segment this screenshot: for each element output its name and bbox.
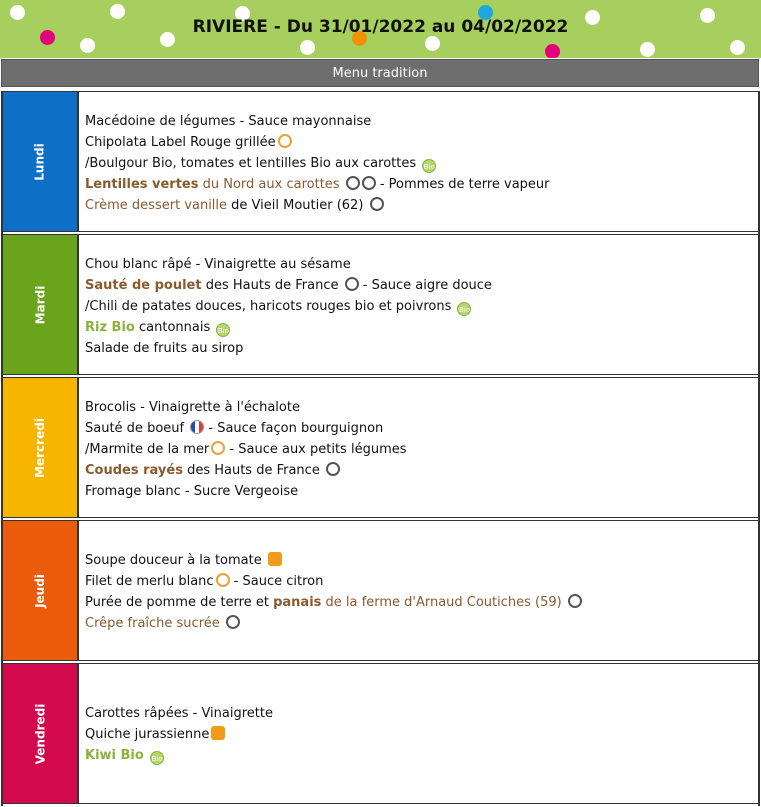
bio-icon: Bio <box>216 323 230 337</box>
dish-text: /Boulgour Bio, tomates et lentilles Bio aux carottes <box>85 156 417 171</box>
dish-text: Chou blanc râpé - Vinaigrette au sésame <box>85 257 351 272</box>
dish-text: Fromage blanc - Sucre Vergeoise <box>85 484 299 499</box>
day-row-mardi <box>3 234 758 375</box>
dish-line <box>85 614 758 635</box>
menu-table <box>1 91 760 806</box>
day-row-mercredi <box>3 377 758 518</box>
dish-line <box>85 112 758 133</box>
day-label-cell <box>3 235 79 374</box>
dish-line <box>85 318 758 339</box>
dish-line <box>85 461 758 482</box>
day-name: Jeudi <box>32 573 47 608</box>
local-producer-icon <box>568 594 582 608</box>
dish-text: Chipolata Label Rouge grillée <box>85 135 276 150</box>
menu-name-bar: Menu tradition <box>1 59 759 87</box>
dish-list <box>79 92 758 231</box>
dish-line <box>85 482 758 503</box>
dish-line <box>85 196 758 217</box>
page-title: RIVIERE - Du 31/01/2022 au 04/02/2022 <box>192 17 569 37</box>
dish-line <box>85 175 758 196</box>
dish-text: panais <box>273 595 322 610</box>
label-rouge-icon <box>211 441 225 455</box>
dish-text: Brocolis - Vinaigrette à l'échalote <box>85 400 300 415</box>
dish-text: /Chili de patates douces, haricots rouges bio et poivrons <box>85 299 452 314</box>
day-row-lundi <box>3 91 758 232</box>
dish-text: Carottes râpées - Vinaigrette <box>85 706 273 721</box>
homemade-icon <box>211 726 225 740</box>
dish-line <box>85 440 758 461</box>
dish-text: Quiche jurassienne <box>85 727 210 742</box>
dish-text: de Vieil Moutier (62) <box>227 198 364 213</box>
header-banner <box>0 0 761 58</box>
dish-text: Sauté de boeuf <box>85 421 185 436</box>
dish-line <box>85 297 758 318</box>
label-rouge-icon <box>278 134 292 148</box>
dish-text: Filet de merlu blanc <box>85 574 214 589</box>
dish-text: Riz Bio <box>85 320 135 335</box>
dish-text: Lentilles vertes <box>85 177 199 192</box>
local-producer-icon <box>226 615 240 629</box>
dish-text: du Nord aux carottes <box>198 177 340 192</box>
local-producer-icon <box>346 176 360 190</box>
dish-text: Crème dessert vanille <box>85 198 228 213</box>
dish-line <box>85 133 758 154</box>
dish-text: - Pommes de terre vapeur <box>375 177 550 192</box>
dish-line <box>85 551 758 572</box>
dish-text: - Sauce façon bourguignon <box>204 421 384 436</box>
dish-list <box>79 521 758 660</box>
dish-text: Coudes rayés <box>85 463 183 478</box>
dish-text: - Sauce aigre douce <box>358 278 492 293</box>
dish-line <box>85 746 758 767</box>
day-label-cell <box>3 378 79 517</box>
local-producer-icon <box>362 176 376 190</box>
local-producer-icon <box>326 462 340 476</box>
dish-text: de la ferme d'Arnaud Coutiches (59) <box>321 595 562 610</box>
day-name: Mercredi <box>33 417 47 478</box>
dish-text: Macédoine de légumes - Sauce mayonnaise <box>85 114 372 129</box>
bio-icon: Bio <box>457 302 471 316</box>
homemade-icon <box>268 552 282 566</box>
day-row-vendredi <box>3 663 758 804</box>
label-rouge-icon <box>216 573 230 587</box>
dish-line <box>85 255 758 276</box>
day-row-jeudi <box>3 520 758 661</box>
day-name: Lundi <box>33 142 47 181</box>
dish-line <box>85 419 758 440</box>
bio-icon: Bio <box>422 159 436 173</box>
day-name: Mardi <box>32 285 47 324</box>
dish-text: des Hauts de France <box>201 278 339 293</box>
dish-text: Salade de fruits au sirop <box>85 341 244 356</box>
dish-text: Sauté de poulet <box>85 278 202 293</box>
dish-text: Crêpe fraîche sucrée <box>85 616 220 631</box>
french-flag-icon <box>190 420 204 434</box>
dish-text: cantonnais <box>134 320 211 335</box>
dish-text: /Marmite de la mer <box>85 442 210 457</box>
dish-text: Purée de pomme de terre et <box>85 595 274 610</box>
dish-list <box>79 378 758 517</box>
bio-icon: Bio <box>150 751 164 765</box>
dish-text: des Hauts de France <box>182 463 320 478</box>
local-producer-icon <box>370 197 384 211</box>
dish-line <box>85 276 758 297</box>
dish-line <box>85 339 758 360</box>
dish-text: - Sauce citron <box>229 574 324 589</box>
dish-text: - Sauce aux petits légumes <box>225 442 407 457</box>
dish-list <box>79 664 758 803</box>
dish-line <box>85 572 758 593</box>
day-label-cell <box>3 664 79 803</box>
dish-line <box>85 725 758 746</box>
dish-line <box>85 154 758 175</box>
dish-line <box>85 593 758 614</box>
dish-list <box>79 235 758 374</box>
day-name: Vendredi <box>32 703 47 764</box>
dish-line <box>85 704 758 725</box>
dish-line <box>85 398 758 419</box>
day-label-cell <box>3 521 79 660</box>
local-producer-icon <box>345 277 359 291</box>
day-label-cell <box>3 92 79 231</box>
dish-text: Kiwi Bio <box>85 748 144 763</box>
dish-text: Soupe douceur à la tomate <box>85 553 262 568</box>
